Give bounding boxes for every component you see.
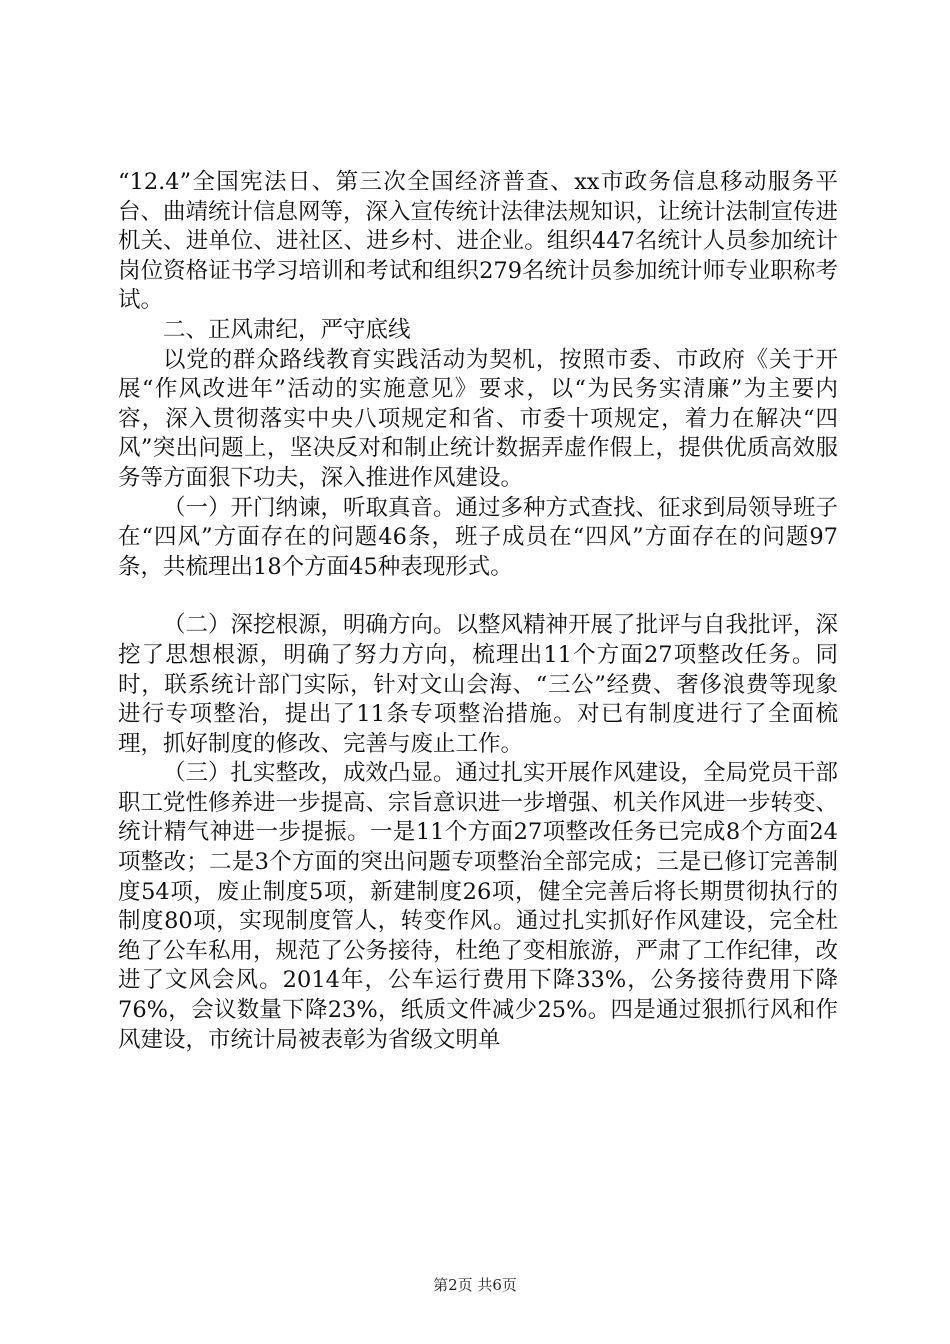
paragraph-continuation: “12.4”全国宪法日、第三次全国经济普查、xx市政务信息移动服务平台、曲靖统计信息网等，深入宣传统计法律法规知识，让统计法制宣传进机关、进单位、进社区、进乡村、进企业。组织447名统计人员参加统计岗位资格证书学习培训和考试和组织279名统计员参加统计师专业职称考试。 xyxy=(118,169,839,314)
paragraph-item-3: （三）扎实整改，成效凸显。通过扎实开展作风建设，全局党员干部职工党性修养进一步提高、宗旨意识进一步增强、机关作风进一步转变、统计精气神进一步提振。一是11个方面27项整改任务已完成8个方面24项整改；二是3个方面的突出问题专项整治全部完成；三是已修订完善制度54项，废止制度5项，新建制度26项，健全完善后将长期贯彻执行的制度80项，实现制度管人，转变作风。通过扎实抓好作风建设，完全杜绝了公车私用，规范了公务接待，杜绝了变相旅游，严肃了工作纪律，改进了文风会风。2014年，公车运行费用下降33%，公务接待费用下降76%，会议数量下降23%，纸质文件减少25%。四是通过狠抓行风和作风建设，市统计局被表彰为省级文明单 xyxy=(118,760,839,1053)
document-body xyxy=(118,168,838,1055)
section-heading: 二、正风肃纪，严守底线 xyxy=(163,316,411,343)
page-footer: 第2页 共6页 xyxy=(433,1276,517,1294)
paragraph-intro: 以党的群众路线教育实践活动为契机，按照市委、市政府《关于开展“作风改进年”活动的实施意见》要求，以“为民务实清廉”为主要内容，深入贯彻落实中央八项规定和省、市委十项规定，着力在解决“四风”突出问题上，坚决反对和制止统计数据弄虚作假上，提供优质高效服务等方面狠下功夫，深入推进作风建设。 xyxy=(118,346,838,491)
paragraph-item-1: （一）开门纳谏，听取真音。通过多种方式查找、征求到局领导班子在“四风”方面存在的问题46条，班子成员在“四风”方面存在的问题97条，共梳理出18个方面45种表现形式。 xyxy=(118,494,839,580)
paragraph-item-2: （二）深挖根源，明确方向。以整风精神开展了批评与自我批评，深挖了思想根源，明确了努力方向，梳理出11个方面27项整改任务。同时，联系统计部门实际，针对文山会海、“三公”经费、奢侈浪费等现象进行专项整治，提出了11条专项整治措施。对已有制度进行了全面梳理，抓好制度的修改、完善与废止工作。 xyxy=(118,612,839,757)
